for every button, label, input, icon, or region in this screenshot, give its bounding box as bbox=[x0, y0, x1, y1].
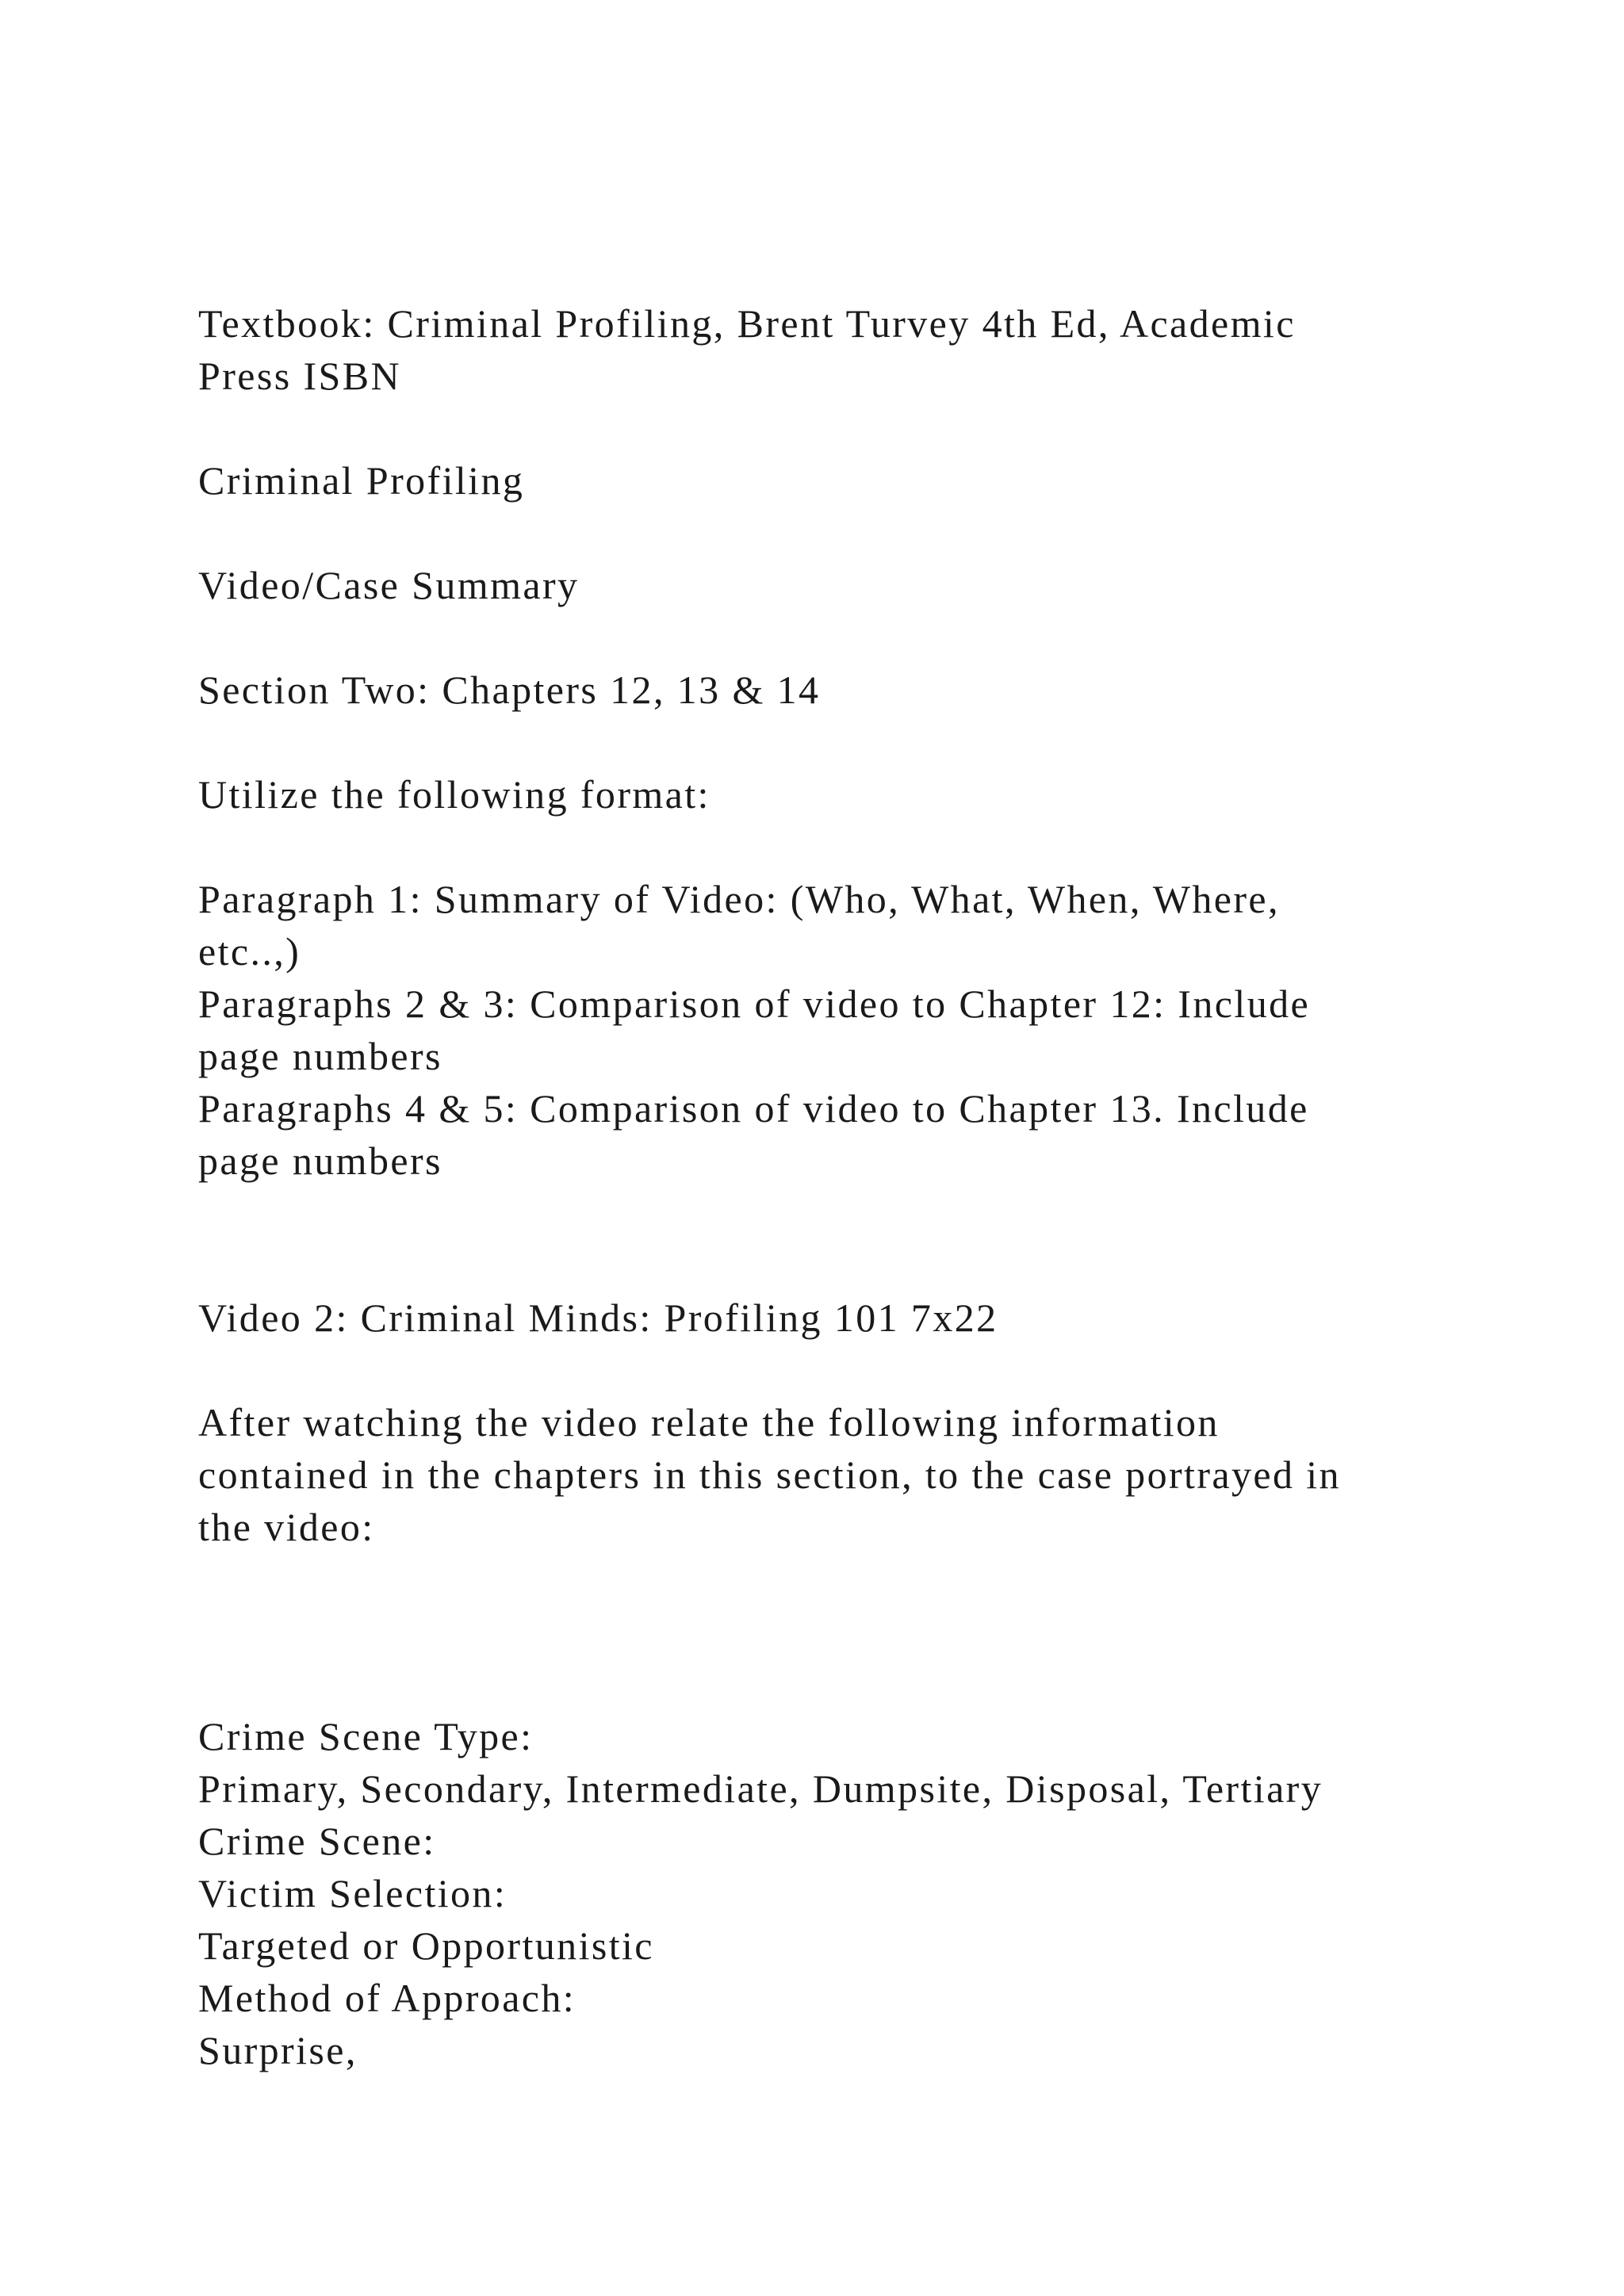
format-item-3-line-2: page numbers bbox=[198, 1138, 442, 1183]
format-item-2-line-1: Paragraphs 2 & 3: Comparison of video to Chapter 12: Include bbox=[198, 982, 1311, 1026]
format-item-2-line-2: page numbers bbox=[198, 1034, 442, 1078]
format-item-1-line-2: etc..,) bbox=[198, 929, 301, 974]
textbook-line-2: Press ISBN bbox=[198, 354, 401, 398]
instructions-line-2: contained in the chapters in this section, to the case portrayed in bbox=[198, 1452, 1341, 1497]
criteria-line-6: Method of Approach: bbox=[198, 1976, 576, 2020]
instructions-line-3: the video: bbox=[198, 1505, 375, 1549]
assignment-title: Video/Case Summary bbox=[198, 563, 580, 607]
section-heading: Section Two: Chapters 12, 13 & 14 bbox=[198, 668, 821, 712]
criteria-line-4: Victim Selection: bbox=[198, 1871, 508, 1915]
format-item-1-line-1: Paragraph 1: Summary of Video: (Who, What, When, Where, bbox=[198, 877, 1280, 921]
instructions-line-1: After watching the video relate the following information bbox=[198, 1400, 1220, 1445]
criteria-line-5: Targeted or Opportunistic bbox=[198, 1923, 654, 1968]
video-title: Video 2: Criminal Minds: Profiling 101 7x22 bbox=[198, 1295, 998, 1340]
textbook-line-1: Textbook: Criminal Profiling, Brent Turvey 4th Ed, Academic bbox=[198, 301, 1296, 346]
criteria-line-7: Surprise, bbox=[198, 2028, 358, 2072]
course-title: Criminal Profiling bbox=[198, 458, 525, 503]
criteria-line-1: Crime Scene Type: bbox=[198, 1714, 534, 1758]
format-intro: Utilize the following format: bbox=[198, 772, 710, 817]
criteria-line-3: Crime Scene: bbox=[198, 1819, 436, 1863]
criteria-line-2: Primary, Secondary, Intermediate, Dumpsite, Disposal, Tertiary bbox=[198, 1766, 1323, 1811]
format-item-3-line-1: Paragraphs 4 & 5: Comparison of video to Chapter 13. Include bbox=[198, 1086, 1309, 1131]
document-body bbox=[198, 297, 1435, 2076]
